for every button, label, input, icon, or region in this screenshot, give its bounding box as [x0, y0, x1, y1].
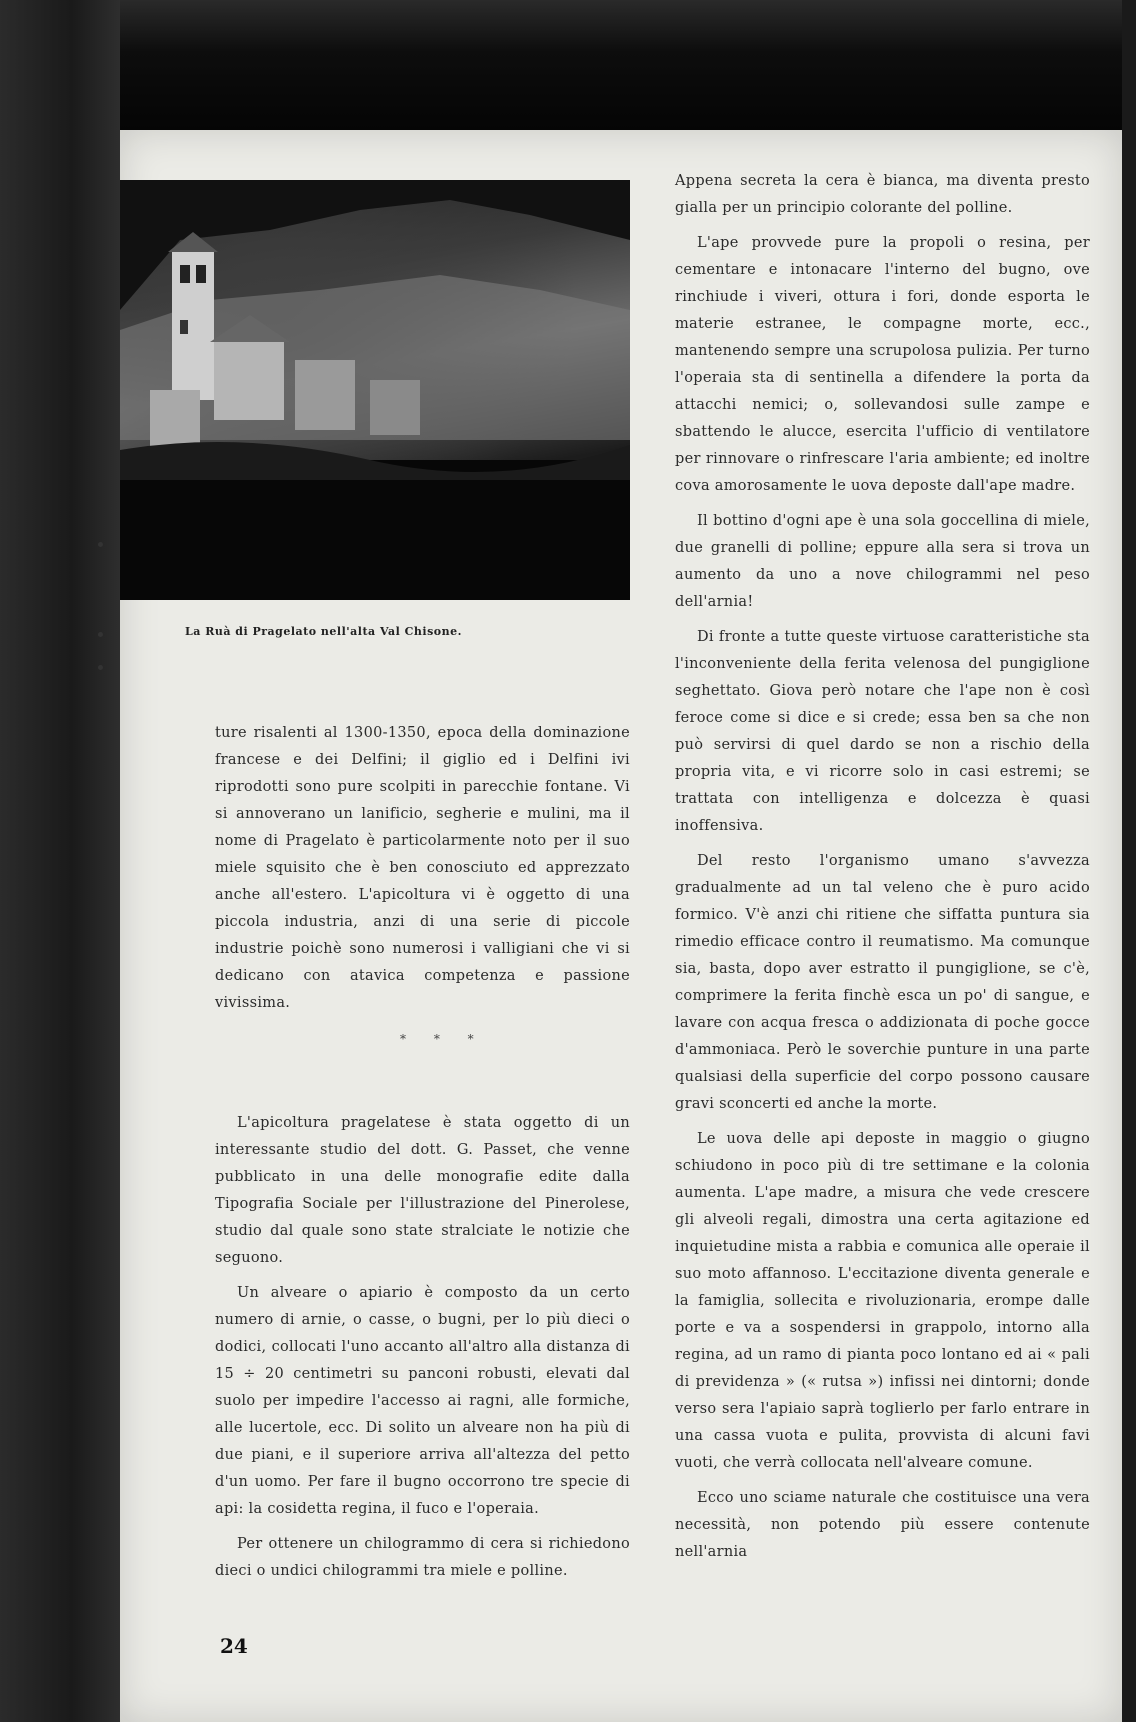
paragraph: Di fronte a tutte queste virtuose caratteristiche sta l'inconveniente della ferita velenosa del pungiglione seghettato. Giova però notare che l'ape non è così feroce come si dice e si crede; essa ben sa che non può servirsi di quel dardo se non a rischio della propria vita, e vi ricorre solo in casi estremi; se trattata con intelligenza e dolcezza è quasi inoffensiva. [675, 629, 1090, 834]
section-separator: * * * [400, 1032, 486, 1046]
photo-caption: La Ruà di Pragelato nell'alta Val Chisone. [185, 625, 462, 638]
paragraph: Appena secreta la cera è bianca, ma diventa presto gialla per un principio colorante del polline. [675, 173, 1090, 216]
paragraph: Le uova delle api deposte in maggio o giugno schiudono in poco più di tre settimane e la colonia aumenta. L'ape madre, a misura che vede crescere gli alveoli regali, dimostra una certa agitazione ed inquietudine mista a rabbia e comunica alle operaie il suo moto affannoso. L'eccitazione diventa generale e la famiglia, sollecita e rivoluzionaria, erompe dalle porte e va a sospendersi in grappolo, intorno alla regina, ad un ramo di pianta poco lontano ed ai « pali di previdenza » (« rutsa ») infissi nei dintorni; donde verso sera l'apiaio saprà toglierlo per farlo entrare in una cassa vuota e pulita, provvista di alcuni favi vuoti, che verrà collocata nell'alveare comune. [675, 1131, 1090, 1471]
scan-speck [98, 542, 103, 547]
paragraph: Ecco uno sciame naturale che costituisce una vera necessità, non potendo più essere contenute nell'arnia [675, 1490, 1090, 1560]
paragraph: Un alveare o apiario è composto da un certo numero di arnie, o casse, o bugni, per lo più dieci o dodici, collocati l'uno accanto all'altro alla distanza di 15 ÷ 20 centimetri su panconi robusti, elevati dal suolo per impedire l'accesso ai ragni, alle formiche, alle lucertole, ecc. Di solito un alveare non ha più di due piani, e il superiore arriva all'altezza del petto d'un uomo. Per fare il bugno occorrono tre specie di api: la cosidetta regina, il fuco e l'operaia. [215, 1285, 630, 1517]
scan-left-border [0, 0, 120, 1722]
column-1-top [215, 720, 630, 1025]
scan-top-border [0, 0, 1136, 130]
village-photo-illustration [120, 180, 630, 600]
paragraph: Il bottino d'ogni ape è una sola goccellina di miele, due granelli di polline; eppure alla sera si trova un aumento da uno a nove chilogrammi nel peso dell'arnia! [675, 513, 1090, 610]
scan-right-border [1122, 0, 1136, 1722]
column-2 [675, 168, 1090, 1574]
page-number: 24 [220, 1634, 248, 1658]
scan-speck [98, 665, 103, 670]
paragraph: L'ape provvede pure la propoli o resina, per cementare e intonacare l'interno del bugno, ove rinchiude i viveri, ottura i fori, donde esporta le materie estranee, le compagne morte, ecc., mantenendo sempre una scrupolosa pulizia. Per turno l'operaia sta di sentinella a difendere la porta da attacchi nemici; o, sollevandosi sulle zampe e sbattendo le alucce, esercita l'ufficio di ventilatore per rinnovare o rinfrescare l'aria ambiente; ed inoltre cova amorosamente le uova deposte dall'ape madre. [675, 235, 1090, 494]
scan-speck [98, 632, 103, 637]
paragraph: L'apicoltura pragelatese è stata oggetto di un interessante studio del dott. G. Passet, che venne pubblicato in una delle monografie edite dalla Tipografia Sociale per l'illustrazione del Pinerolese, studio dal quale sono state stralciate le notizie che seguono. [215, 1115, 630, 1266]
paragraph: Del resto l'organismo umano s'avvezza gradualmente ad un tal veleno che è puro acido formico. V'è anzi chi ritiene che siffatta puntura sia rimedio efficace contro il reumatismo. Ma comunque sia, basta, dopo aver estratto il pungiglione, se c'è, comprimere la ferita finchè esca un po' di sangue, e lavare con acqua fresca o addizionata di poche gocce d'ammoniaca. Però le soverchie punture in una parte qualsiasi della superficie del corpo possono causare gravi sconcerti ed anche la morte. [675, 853, 1090, 1112]
column-1-bottom [215, 1110, 630, 1593]
village-photo [120, 180, 630, 600]
book-page [120, 130, 1122, 1722]
paragraph: Per ottenere un chilogrammo di cera si richiedono dieci o undici chilogrammi tra miele e polline. [215, 1536, 630, 1579]
paragraph: ture risalenti al 1300-1350, epoca della dominazione francese e dei Delfini; il giglio ed i Delfini ivi riprodotti sono pure scolpiti in parecchie fontane. Vi si annoverano un lanificio, segherie e mulini, ma il nome di Pragelato è particolarmente noto per il suo miele squisito che è ben conosciuto ed apprezzato anche all'estero. L'apicoltura vi è oggetto di una piccola industria, anzi di una serie di piccole industrie poichè sono numerosi i valligiani che vi si dedicano con atavica competenza e passione vivissima. [215, 725, 630, 1011]
